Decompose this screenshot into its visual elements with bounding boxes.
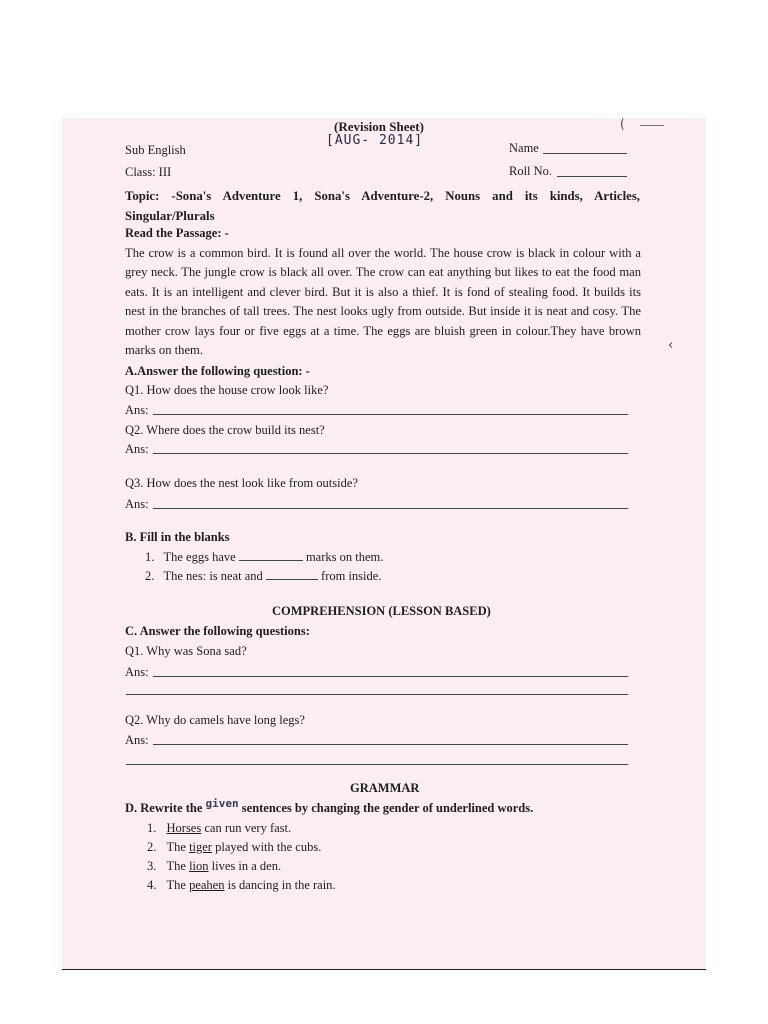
question-c2: Q2. Why do camels have long legs? xyxy=(125,713,305,727)
item-number: 1. xyxy=(145,550,155,564)
passage-heading: Read the Passage: - xyxy=(125,226,229,240)
name-label: Name xyxy=(509,141,539,155)
answer-line[interactable] xyxy=(153,414,628,415)
blank-field[interactable] xyxy=(239,550,303,561)
answer-label: Ans: xyxy=(125,665,149,679)
grammar-title: GRAMMAR xyxy=(350,781,420,795)
item-number: 4. xyxy=(147,878,157,892)
answer-label: Ans: xyxy=(125,497,149,511)
grammar-item xyxy=(147,840,321,855)
topic-heading: Topic: -Sona's Adventure 1, Sona's Adventure-2, Nouns and its kinds, Articles, Singular/Plurals xyxy=(125,189,640,223)
grammar-item xyxy=(147,859,281,874)
section-c-heading: C. Answer the following questions: xyxy=(125,624,310,638)
roll-number-field-line[interactable] xyxy=(557,176,627,177)
sheet-title: (Revision Sheet) xyxy=(334,119,424,134)
pen-mark: ( xyxy=(620,117,625,131)
answer-line[interactable] xyxy=(126,764,628,765)
heading-part-2: sentences by changing the gender of underlined words. xyxy=(241,801,534,815)
underlined-word: peahen xyxy=(189,878,225,892)
item-text-after: marks on them. xyxy=(305,550,384,564)
item-prefix: The xyxy=(166,840,190,854)
answer-label: Ans: xyxy=(125,403,149,417)
answer-label: Ans: xyxy=(125,442,149,456)
name-field-line[interactable] xyxy=(543,153,627,154)
section-d-heading xyxy=(125,797,534,816)
roll-number-label: Roll No. xyxy=(509,164,553,178)
answer-line[interactable] xyxy=(153,453,628,454)
item-prefix: The xyxy=(166,878,190,892)
underlined-word: tiger xyxy=(189,840,212,854)
item-text-before: The eggs have xyxy=(163,550,236,564)
item-rest: is dancing in the rain. xyxy=(227,878,336,892)
question-c1: Q1. Why was Sona sad? xyxy=(125,644,247,658)
comprehension-title: COMPREHENSION (LESSON BASED) xyxy=(272,604,491,618)
fill-blank-item xyxy=(145,569,381,584)
item-number: 3. xyxy=(147,859,157,873)
section-a-heading: A.Answer the following question: - xyxy=(125,364,310,378)
passage-text: The crow is a common bird. It is found all over the world. The house crow is black in colour with a grey neck. The jungle crow is black all over. The crow can eat anything but likes to eat the food man eats. It is an intelligent and clever bird. But it is also a thief. It is fond of stealing food. It builds its nest in the branches of tall trees. The nest looks ugly from outside. But inside it is neat and cosy. The mother crow lays four or five eggs at a time. The eggs are bluish green in colour.They have brown marks on them. xyxy=(125,246,641,358)
fill-blank-item xyxy=(145,550,383,565)
subject-label: Sub English xyxy=(125,143,186,157)
heading-part-1: D. Rewrite the xyxy=(125,801,203,815)
answer-line[interactable] xyxy=(153,508,628,509)
grammar-item xyxy=(147,821,291,836)
answer-label: Ans: xyxy=(125,733,149,747)
class-label: Class: III xyxy=(125,165,172,179)
page-bottom-edge xyxy=(62,969,706,970)
underlined-word: lion xyxy=(189,859,209,873)
answer-line[interactable] xyxy=(153,676,628,677)
answer-line[interactable] xyxy=(153,744,628,745)
answer-line[interactable] xyxy=(126,694,628,695)
item-number: 2. xyxy=(147,840,157,854)
item-rest: can run very fast. xyxy=(204,821,292,835)
item-rest: played with the cubs. xyxy=(215,840,322,854)
underlined-word: Horses xyxy=(166,821,202,835)
section-b-heading: B. Fill in the blanks xyxy=(125,530,230,544)
question-a1: Q1. How does the house crow look like? xyxy=(125,383,329,397)
item-rest: lives in a den. xyxy=(211,859,282,873)
pen-stroke-mark xyxy=(640,125,664,126)
grammar-item xyxy=(147,878,336,893)
item-text-after: from inside. xyxy=(321,569,382,583)
handwritten-correction: given xyxy=(205,797,239,810)
item-text-before: The nes: is neat and xyxy=(163,569,263,583)
item-number: 2. xyxy=(145,569,155,583)
blank-field[interactable] xyxy=(266,569,318,580)
question-a3: Q3. How does the nest look like from outside? xyxy=(125,476,358,490)
margin-pen-mark: ‹ xyxy=(668,338,674,353)
question-a2: Q2. Where does the crow build its nest? xyxy=(125,423,325,437)
item-number: 1. xyxy=(147,821,157,835)
handwritten-date: [AUG- 2014] xyxy=(326,133,424,148)
item-prefix: The xyxy=(166,859,190,873)
